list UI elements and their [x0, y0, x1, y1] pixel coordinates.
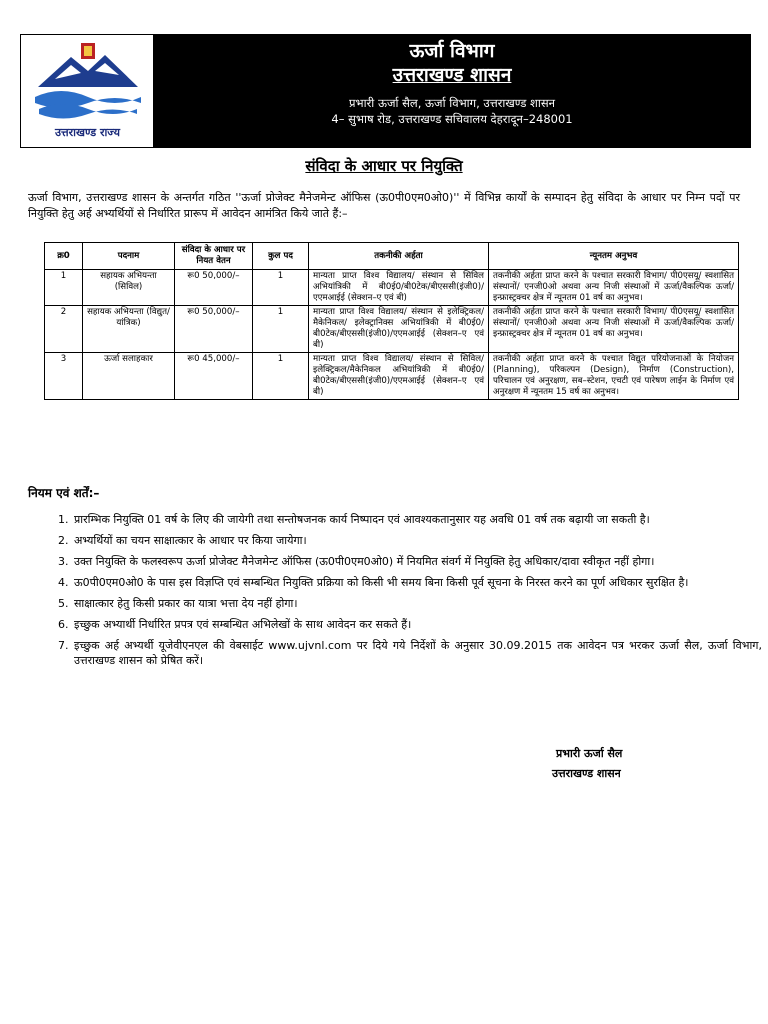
row-post: ऊर्जा सलाहकार	[83, 353, 175, 400]
header-count: कुल पद	[253, 243, 309, 270]
header-sno: क्र0	[45, 243, 83, 270]
row-sno: 1	[45, 270, 83, 306]
row-sno: 3	[45, 353, 83, 400]
row-qualification: मान्यता प्राप्त विश्व विद्यालय/ संस्थान से इलेक्ट्रिकल/ मैकेनिकल/ इलेक्ट्रानिक्स अभियांत्रिकी में बी0ई0/बी0टेक/बीएससी(इंजी0)/एएमआईई (सेक्शन–ए एवं बी)	[309, 306, 489, 353]
rules-heading: नियम एवं शर्तें:–	[28, 486, 100, 500]
intro-paragraph: ऊर्जा विभाग, उत्तराखण्ड शासन के अन्तर्गत गठित ''ऊर्जा प्रोजेक्ट मैनेजमेन्ट ऑफिस (ऊ0पी0एम0ओ0)'' में विभिन्न कार्यों के सम्पादन हेतु संविदा के आधार पर निम्न पदों पर नियुक्ति हेतु अर्ह अभ्यर्थियों से निर्धारित प्रारूप में आवेदन आमंत्रित किये जाते हैं:–	[28, 191, 740, 220]
logo-caption: उत्तराखण्ड राज्य	[55, 126, 120, 139]
table-row	[45, 270, 739, 306]
list-item: 5. साक्षात्कार हेतु किसी प्रकार का यात्रा भत्ता देय नहीं होगा।	[72, 596, 762, 611]
row-salary: रू0 50,000/–	[175, 270, 253, 306]
row-sno: 2	[45, 306, 83, 353]
list-item: 7. इच्छुक अर्ह अभ्यर्थी यूजेवीएनएल की वेबसाईट www.ujvnl.com पर दिये गये निर्देशों के अनुसार 30.09.2015 तक आवेदन पत्र भरकर ऊर्जा सैल, ऊर्जा विभाग, उत्तराखण्ड शासन को प्रेषित करें।	[72, 638, 762, 668]
header-salary: संविदा के आधार पर नियत वेतन	[175, 243, 253, 270]
posts-table	[44, 242, 739, 400]
row-post: सहायक अभियन्ता (सिविल)	[83, 270, 175, 306]
list-item: 4. ऊ0पी0एम0ओ0 के पास इस विज्ञप्ति एवं सम्बन्धित नियुक्ति प्रक्रिया को किसी भी समय बिना किसी पूर्व सूचना के निरस्त करने का पूर्ण अधिकार सुरक्षित है।	[72, 575, 762, 590]
row-post: सहायक अभियन्ता (विद्युत/यांत्रिक)	[83, 306, 175, 353]
table-header-row	[45, 243, 739, 270]
government-name: उत्तराखण्ड शासन	[392, 64, 512, 86]
row-qualification: मान्यता प्राप्त विश्व विद्यालय/ संस्थान से सिविल/ इलेक्ट्रिकल/मैकेनिकल अभियांत्रिकी में बी0ई0/ बी0टेक/बीएससी(इंजी0)/एएमआईई (सेक्शन–ए एवं बी)	[309, 353, 489, 400]
signatory-title: प्रभारी ऊर्जा सैल	[556, 747, 623, 760]
row-count: 1	[253, 353, 309, 400]
address-line-1: प्रभारी ऊर्जा सैल, ऊर्जा विभाग, उत्तराखण्ड शासन	[349, 96, 555, 110]
header-band	[154, 35, 750, 147]
letterhead	[20, 34, 751, 148]
table-row	[45, 353, 739, 400]
department-name: ऊर्जा विभाग	[409, 40, 495, 62]
page-title: संविदा के आधार पर नियुक्ति	[305, 157, 463, 175]
list-item: 1. प्रारम्भिक नियुक्ति 01 वर्ष के लिए की जायेगी तथा सन्तोषजनक कार्य निष्पादन एवं आवश्यकतानुसार यह अवधि 01 वर्ष तक बढ़ायी जा सकती है।	[72, 512, 762, 527]
row-salary: रू0 45,000/–	[175, 353, 253, 400]
table-row	[45, 306, 739, 353]
row-experience: तकनीकी अर्हता प्राप्त करने के पश्चात विद्युत परियोजनाओं के नियोजन (Planning), परिकल्पन (Design), निर्माण (Construction), परिचालन एवं अनुरक्षण, सब–स्टेशन, एचटी एवं पारेषण लाईन के निर्माण एवं अनुरक्षण में न्यूनतम 15 वर्ष का अनुभव।	[489, 353, 739, 400]
list-item: 2. अभ्यर्थियों का चयन साक्षात्कार के आधार पर किया जायेगा।	[72, 533, 762, 548]
row-experience: तकनीकी अर्हता प्राप्त करने के पश्चात सरकारी विभाग/ पी0एसयू/ स्वशासित संस्थानों/ एनजी0ओ अथवा अन्य निजी संस्थाओं में ऊर्जा/वैकल्पिक ऊर्जा/इन्फ्रास्ट्रक्चर क्षेत्र में न्यूनतम 01 वर्ष का अनुभव।	[489, 270, 739, 306]
header-qualification: तकनीकी अर्हता	[309, 243, 489, 270]
rules-list	[44, 512, 762, 674]
mountain-emblem-icon	[33, 41, 143, 123]
address-line-2: 4– सुभाष रोड, उत्तराखण्ड सचिवालय देहरादून–248001	[331, 112, 573, 126]
signatory-office: उत्तराखण्ड शासन	[552, 767, 621, 780]
row-experience: तकनीकी अर्हता प्राप्त करने के पश्चात सरकारी विभाग/ पी0एसयू/ स्वशासित संस्थानों/ एनजी0ओ अथवा अन्य निजी संस्थाओं में ऊर्जा/वैकल्पिक ऊर्जा/इन्फ्रास्ट्रक्चर क्षेत्र में न्यूनतम 01 वर्ष का अनुभव।	[489, 306, 739, 353]
list-item: 3. उक्त नियुक्ति के फलस्वरूप ऊर्जा प्रोजेक्ट मैनेजमेन्ट ऑफिस (ऊ0पी0एम0ओ0) में नियमित संवर्ग में नियुक्ति हेतु अधिकार/दावा स्वीकृत नहीं होगा।	[72, 554, 762, 569]
row-qualification: मान्यता प्राप्त विश्व विद्यालय/ संस्थान से सिविल अभियांत्रिकी में बी0ई0/बी0टेक/बीएससी(इंजी0)/एएमआईई (सेक्शन–ए एवं बी)	[309, 270, 489, 306]
header-post: पदनाम	[83, 243, 175, 270]
emblem-logo	[21, 35, 154, 147]
list-item: 6. इच्छुक अभ्यार्थी निर्धारित प्रपत्र एवं सम्बन्धित अभिलेखों के साथ आवेदन कर सकते हैं।	[72, 617, 762, 632]
header-experience: न्यूनतम अनुभव	[489, 243, 739, 270]
row-count: 1	[253, 270, 309, 306]
row-count: 1	[253, 306, 309, 353]
row-salary: रू0 50,000/–	[175, 306, 253, 353]
